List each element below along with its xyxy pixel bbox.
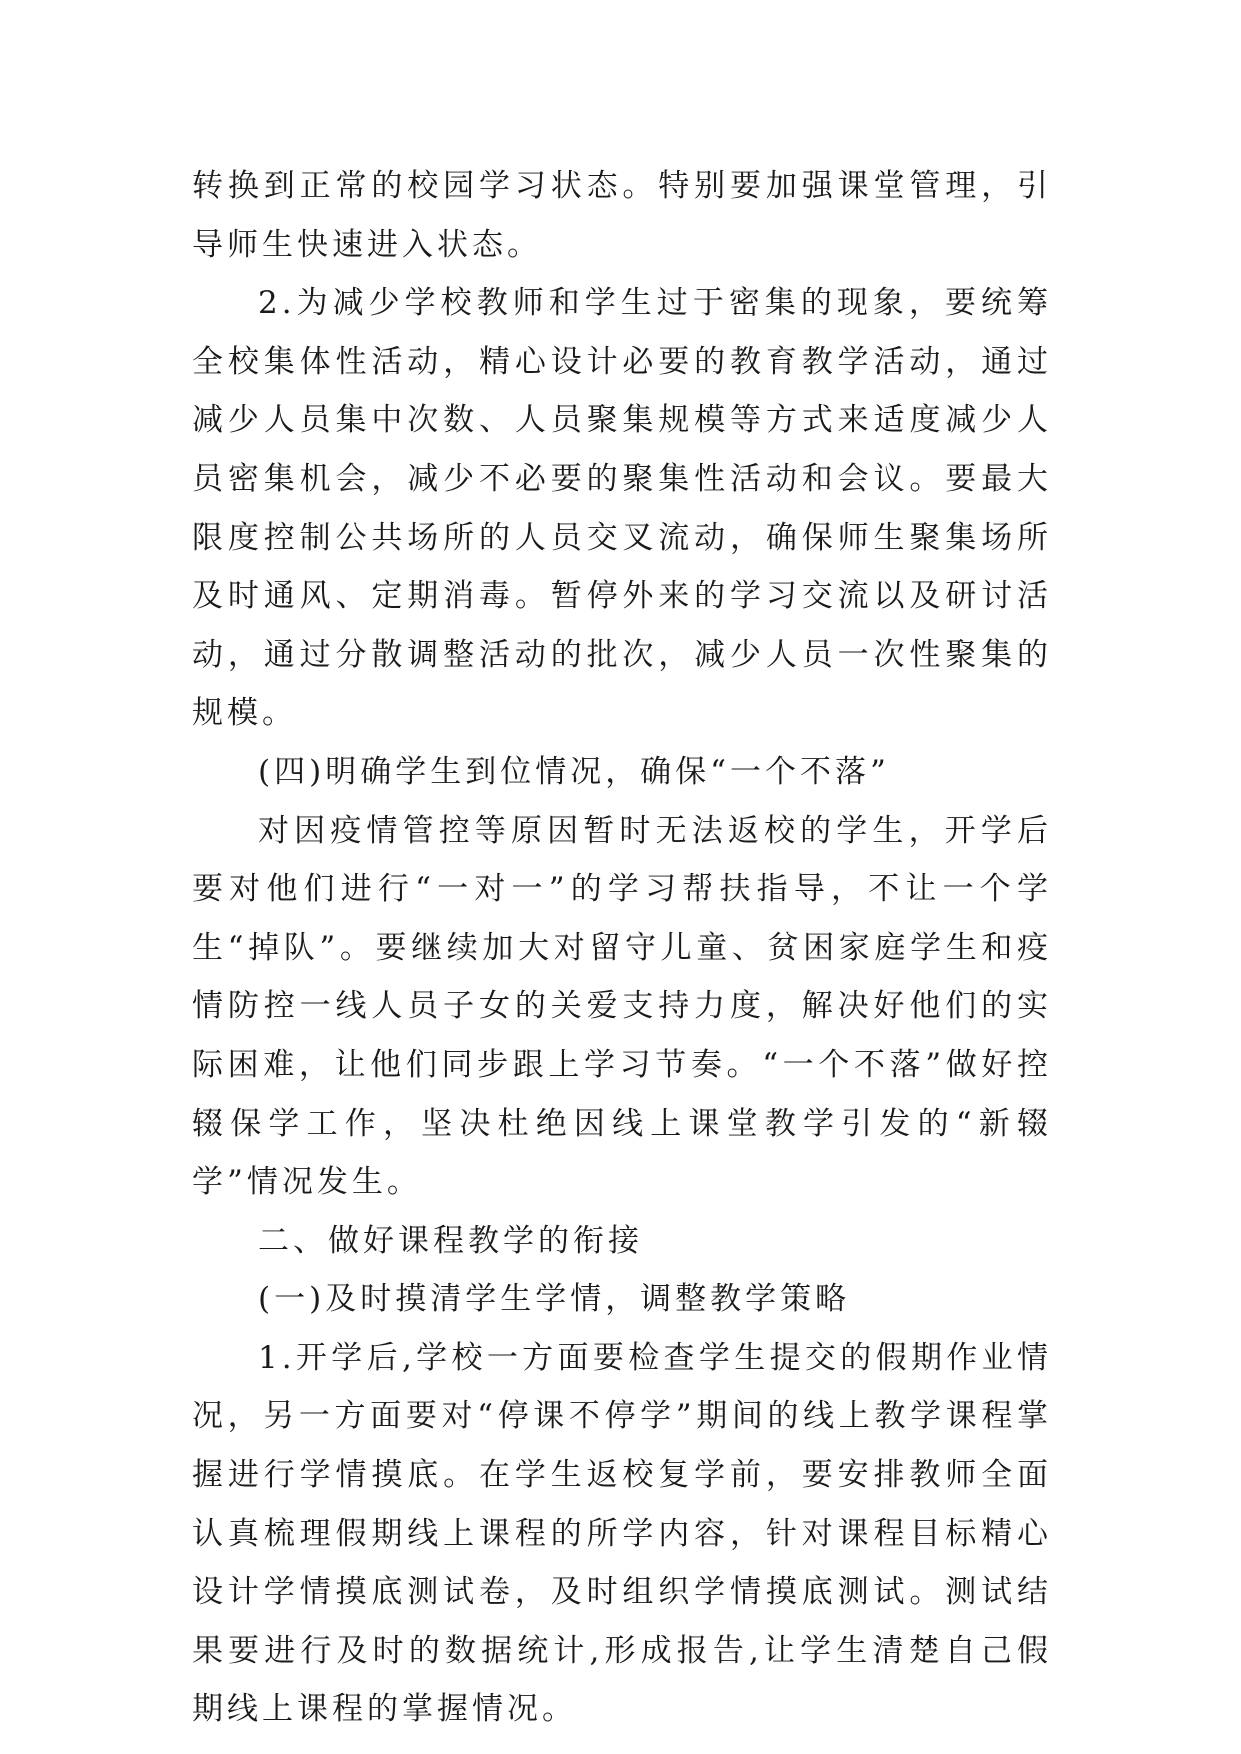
chapter-heading-2: 二、做好课程教学的衔接 — [258, 1222, 643, 1259]
section-heading-4: (四)明确学生到位情况，确保“一个不落” — [258, 753, 890, 790]
paragraph-4: 1.开学后,学校一方面要检查学生提交的假期作业情况，另一方面要对“停课不停学”期间的线上教学课程掌握进行学情摸底。在学生返校复学前，要安排教师全面认真梳理假期线上课程的所学内容，针对课程目标精心设计学情摸底测试卷，及时组织学情摸底测试。测试结果要进行及时的数据统计,形成报告,让学生清楚自己假期线上课程的掌握情况。 — [192, 1339, 1052, 1728]
section-heading-1: (一)及时摸清学生学情，调整教学策略 — [258, 1281, 851, 1318]
paragraph-1: 转换到正常的校园学习状态。特别要加强课堂管理，引导师生快速进入状态。 — [192, 168, 1052, 263]
document-body — [192, 157, 1052, 1739]
paragraph-3: 对因疫情管控等原因暂时无法返校的学生，开学后要对他们进行“一对一”的学习帮扶指导，不让一个学生“掉队”。要继续加大对留守儿童、贫困家庭学生和疫情防控一线人员子女的关爱支持力度，解决好他们的实际困难，让他们同步跟上学习节奏。“一个不落”做好控辍保学工作，坚决杜绝因线上课堂教学引发的“新辍学”情况发生。 — [192, 812, 1052, 1201]
paragraph-2: 2.为减少学校教师和学生过于密集的现象，要统筹全校集体性活动，精心设计必要的教育教学活动，通过减少人员集中次数、人员聚集规模等方式来适度减少人员密集机会，减少不必要的聚集性活动和会议。要最大限度控制公共场所的人员交叉流动，确保师生聚集场所及时通风、定期消毒。暂停外来的学习交流以及研讨活动，通过分散调整活动的批次，减少人员一次性聚集的规模。 — [192, 285, 1052, 732]
